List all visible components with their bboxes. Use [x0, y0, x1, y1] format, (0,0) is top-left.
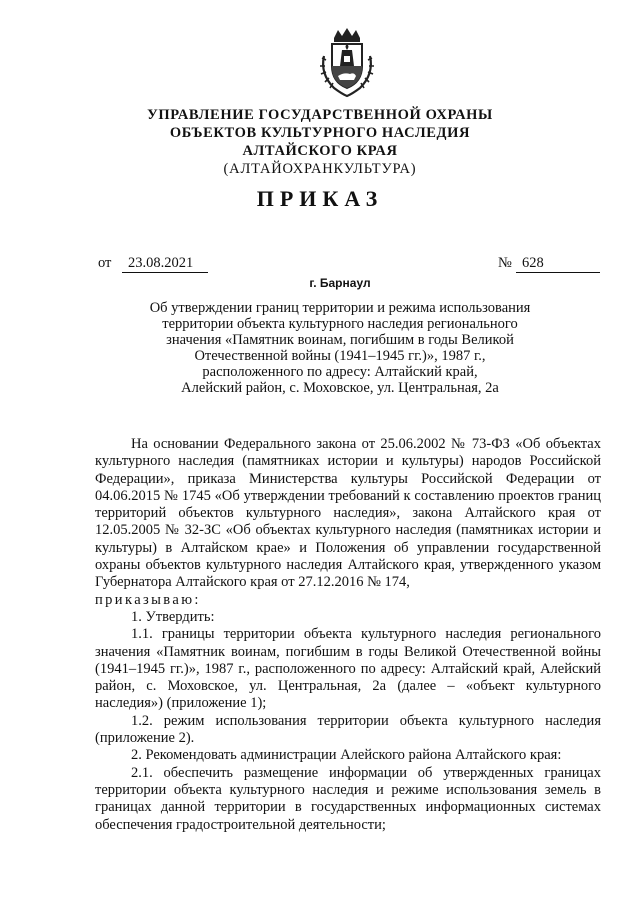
- subject-line: Алейский район, с. Моховское, ул. Центральная, 2а: [181, 380, 499, 396]
- order-word: приказываю:: [95, 591, 201, 608]
- subject-line: расположенного по адресу: Алтайский край,: [202, 364, 478, 380]
- item-1-2: 1.2. режим использования территории объекта культурного наследия (приложение 2).: [95, 712, 601, 747]
- item-2-1: 2.1. обеспечить размещение информации об утвержденных границах территории объекта культурного наследия и режиме использования земель в границах данной территории в государственных информационных системах обеспечения градостроительной деятельности;: [95, 764, 601, 833]
- city-name: г. Барнаул: [309, 276, 371, 290]
- org-line-2: ОБЪЕКТОВ КУЛЬТУРНОГО НАСЛЕДИЯ: [169, 125, 471, 141]
- org-short-name: (АЛТАЙОХРАНКУЛЬТУРА): [223, 161, 417, 177]
- subject-line: Об утверждении границ территории и режима использования: [149, 300, 531, 316]
- order-date: 23.08.2021: [122, 255, 208, 273]
- date-label: от: [98, 255, 112, 271]
- altai-coat-of-arms-icon: [314, 26, 380, 98]
- order-body: [95, 436, 601, 834]
- preamble-paragraph: На основании Федерального закона от 25.06.2002 № 73-ФЗ «Об объектах культурного наследия (памятниках истории и культуры) народов Российской Федерации», приказа Министерства культуры Российской Федерации от 04.06.2015 № 1745 «Об утверждении требований к составлению проектов границ территорий объектов культурного наследия», закона Алтайского края от 12.05.2005 № 32-ЗС «Об объектах культурного наследия (памятниках истории и культуры) в Алтайском крае» и Положения об управлении государственной охраны объектов культурного наследия Алтайского края, утвержденного указом Губернатора Алтайского края от 27.12.2016 № 174,: [95, 436, 601, 591]
- document-type-title: ПРИКАЗ: [256, 186, 384, 211]
- order-subject: [110, 300, 570, 396]
- item-1: 1. Утвердить:: [131, 608, 215, 625]
- organization-name: [0, 106, 640, 178]
- subject-line: территории объекта культурного наследия регионального: [162, 316, 518, 332]
- order-number: 628: [516, 255, 600, 273]
- org-line-1: УПРАВЛЕНИЕ ГОСУДАРСТВЕННОЙ ОХРАНЫ: [147, 107, 493, 123]
- order-meta-row: [0, 255, 640, 277]
- item-1-1: 1.1. границы территории объекта культурного наследия регионального значения «Памятник воинам, погибшим в годы Великой Отечественной войны (1941–1945 гг.)», 1987 г., расположенного по адресу: Алтайский край, Алейский район, с. Моховское, ул. Центральная, 2а (далее – «объект культурного наследия») (приложение 1);: [95, 626, 601, 712]
- org-line-3: АЛТАЙСКОГО КРАЯ: [242, 143, 398, 159]
- item-2: 2. Рекомендовать администрации Алейского района Алтайского края:: [131, 747, 562, 764]
- subject-line: значения «Памятник воинам, погибшим в годы Великой: [166, 332, 514, 348]
- subject-line: Отечественной войны (1941–1945 гг.)», 1987 г.,: [194, 348, 486, 364]
- number-label: №: [498, 255, 512, 271]
